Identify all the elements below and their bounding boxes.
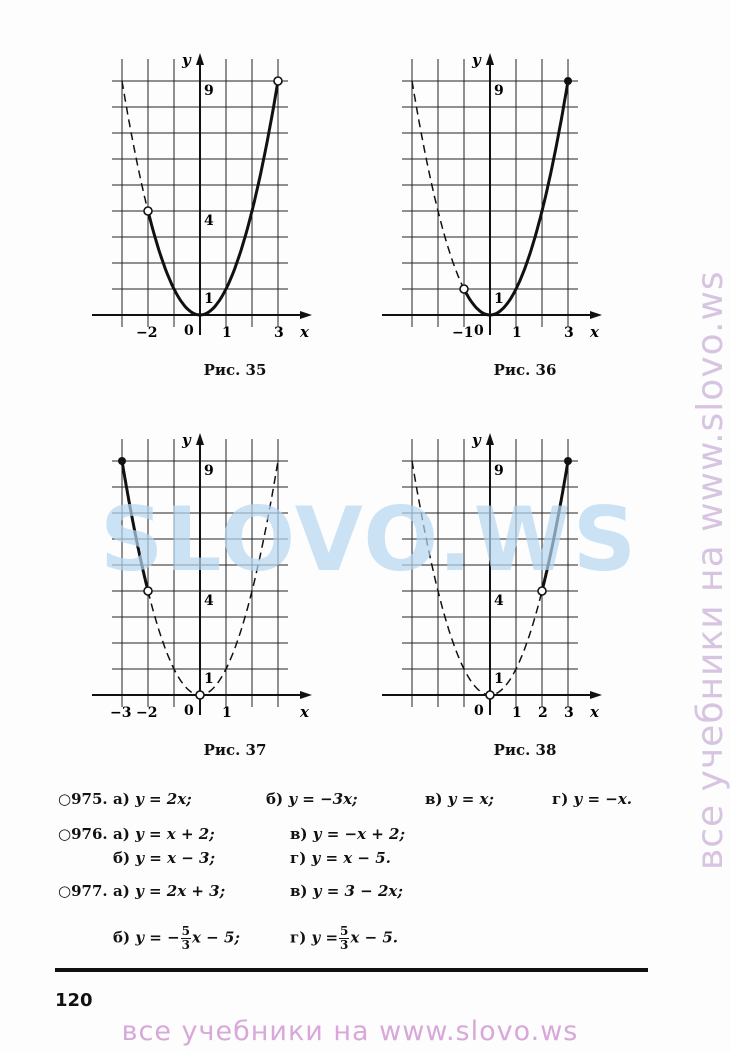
formula: y = 2x; [135,790,192,808]
item-label: а) [113,825,130,843]
x-axis-label: x [300,323,309,341]
y-tick-label: 9 [494,463,504,479]
figure-caption: Рис. 35 [203,361,267,379]
formula: y = −3x; [288,790,358,808]
y-axis-arrow [486,53,494,65]
y-axis-label: y [472,51,481,69]
origin-label: 0 [474,323,484,339]
figure-36 [375,45,675,379]
item-label: в) [425,790,443,808]
exercise-975-g [552,790,632,808]
item-label: г) [552,790,569,808]
fraction [181,925,191,952]
parabola-dashed [122,81,148,211]
y-tick-label: 9 [494,83,504,99]
x-axis-arrow [590,691,602,699]
item-label: г) [290,928,307,947]
exercise-976-b [113,849,215,867]
watermark-side: все учебники на www.slovo.ws [690,270,731,870]
fraction [339,925,349,952]
y-axis-arrow [486,433,494,445]
graph-35 [85,45,385,341]
exercise-977-a [113,882,225,900]
y-axis-label: y [472,431,481,449]
exercise-976-v [290,825,405,843]
item-label: г) [290,849,307,867]
closed-point [564,457,572,465]
origin-label: 0 [184,323,194,339]
fraction-denominator: 3 [340,938,349,952]
y-tick-label: 1 [494,671,504,687]
y-tick-label: 1 [204,291,214,307]
page-number: 120 [55,990,93,1011]
item-label: а) [113,882,130,900]
x-tick-label: 3 [274,325,284,341]
formula-prefix: y = [311,928,339,947]
closed-point [118,457,126,465]
formula: y = x − 5. [311,849,391,867]
y-tick-label: 1 [494,291,504,307]
parabola-solid [148,81,278,315]
exercise-976-g [290,849,391,867]
x-axis-label: x [590,323,599,341]
x-axis-arrow [590,311,602,319]
open-point [196,691,204,699]
item-label: а) [113,790,130,808]
formula: y = 2x + 3; [135,882,226,900]
item-label: в) [290,882,308,900]
graph-36 [375,45,675,341]
formula: y = −x + 2; [312,825,405,843]
x-tick-label: 1 [222,325,232,341]
exercise-977-number: ○977. [58,882,108,900]
y-tick-label: 4 [204,593,214,609]
exercise-975-v [425,790,494,808]
figure-caption: Рис. 37 [203,741,267,759]
exercise-975-b [266,790,358,808]
exercise-976-a [113,825,215,843]
fraction-denominator: 3 [181,938,190,952]
x-tick-label: 1 [512,325,522,341]
exercise-977-v [290,882,403,900]
x-tick-label: −2 [136,705,158,721]
fraction-numerator: 5 [181,924,190,938]
x-axis-label: x [590,703,599,721]
exercise-977-g [290,925,398,952]
y-tick-label: 9 [204,83,214,99]
origin-label: 0 [474,703,484,719]
page-divider [55,968,648,972]
formula: y = −x. [573,790,632,808]
y-tick-label: 4 [494,593,504,609]
y-tick-label: 1 [204,671,214,687]
watermark-center: SLOVO.WS [100,488,639,591]
y-axis-label: y [182,51,191,69]
formula: y = 3 − 2x; [312,882,403,900]
figure-caption: Рис. 38 [493,741,557,759]
item-label: в) [290,825,308,843]
open-point [486,691,494,699]
open-point [274,77,282,85]
x-tick-label: 2 [538,705,548,721]
formula-suffix: x − 5; [192,928,240,947]
figure-35 [85,45,385,379]
item-label: б) [113,849,131,867]
y-tick-label: 9 [204,463,214,479]
y-axis-label: y [182,431,191,449]
formula: y = x − 3; [135,849,216,867]
y-axis-arrow [196,433,204,445]
x-axis-arrow [300,311,312,319]
formula: y = x + 2; [135,825,215,843]
x-tick-label: 1 [222,705,232,721]
x-tick-label: −3 [110,705,132,721]
formula: y = x; [447,790,494,808]
y-axis-arrow [196,53,204,65]
x-tick-label: 1 [512,705,522,721]
formula-suffix: x − 5. [350,928,399,947]
watermark-bottom: все учебники на www.slovo.ws [121,1016,579,1047]
item-label: б) [266,790,284,808]
open-point [144,207,152,215]
x-axis-label: x [300,703,309,721]
origin-label: 0 [184,703,194,719]
exercise-976-number: ○976. [58,825,108,843]
x-tick-label: −2 [136,325,158,341]
figure-caption: Рис. 36 [493,361,557,379]
x-tick-label: 3 [564,705,574,721]
exercise-975-number: ○975. [58,790,108,808]
open-point [460,285,468,293]
x-tick-label: 3 [564,325,574,341]
fraction-numerator: 5 [340,924,349,938]
exercise-977-b [113,925,240,952]
x-axis-arrow [300,691,312,699]
item-label: б) [113,928,131,947]
x-tick-label: −1 [452,325,474,341]
exercise-975-a [113,790,192,808]
closed-point [564,77,572,85]
y-tick-label: 4 [204,213,214,229]
formula-prefix: y = − [135,928,180,947]
